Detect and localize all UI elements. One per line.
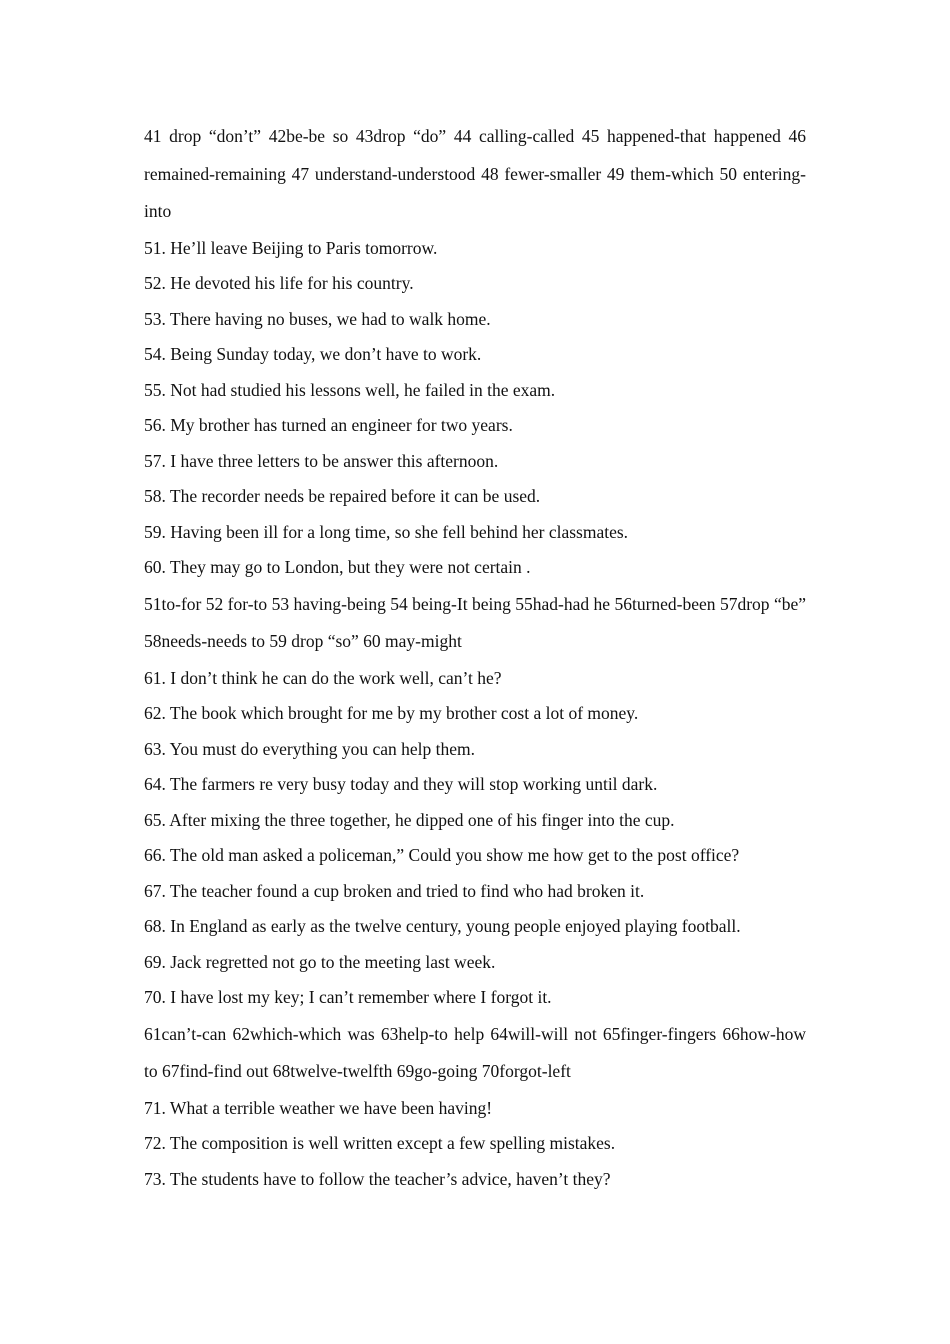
exercise-item: 63. You must do everything you can help them.	[144, 738, 476, 759]
exercise-list-51-60	[144, 231, 806, 586]
answer-key-41-50: 41 drop “don’t” 42be-be so 43drop “do” 44 calling-called 45 happened-that happened 46 remained-remaining 47 understand-understood 48 fewer-smaller 49 them-which 50 entering-into	[144, 126, 806, 221]
exercise-item: 62. The book which brought for me by my brother cost a lot of money.	[144, 703, 639, 723]
exercise-item: 57. I have three letters to be answer this afternoon.	[144, 450, 499, 471]
exercise-item: 51. He’ll leave Beijing to Paris tomorrow.	[144, 237, 438, 258]
exercise-item: 58. The recorder needs be repaired before it can be used.	[144, 486, 541, 506]
exercise-item: 56. My brother has turned an engineer for two years.	[144, 415, 513, 435]
exercise-item: 65. After mixing the three together, he dipped one of his finger into the cup.	[144, 809, 675, 830]
exercise-list-71-73	[144, 1091, 806, 1198]
exercise-item: 61. I don’t think he can do the work well, can’t he?	[144, 667, 502, 688]
exercise-item: 54. Being Sunday today, we don’t have to work.	[144, 344, 482, 364]
exercise-list-61-70	[144, 661, 806, 1016]
exercise-item: 72. The composition is well written except a few spelling mistakes.	[144, 1133, 616, 1153]
exercise-item: 73. The students have to follow the teacher’s advice, haven’t they?	[144, 1168, 611, 1189]
document-page	[144, 118, 806, 1197]
exercise-item: 64. The farmers re very busy today and they will stop working until dark.	[144, 774, 658, 794]
exercise-item: 59. Having been ill for a long time, so she fell behind her classmates.	[144, 521, 629, 542]
exercise-item: 68. In England as early as the twelve century, young people enjoyed playing football.	[144, 916, 741, 936]
exercise-item: 55. Not had studied his lessons well, he failed in the exam.	[144, 379, 556, 400]
exercise-item: 67. The teacher found a cup broken and tried to find who had broken it.	[144, 880, 645, 901]
exercise-item: 71. What a terrible weather we have been having!	[144, 1097, 493, 1118]
exercise-item: 70. I have lost my key; I can’t remember where I forgot it.	[144, 987, 552, 1007]
answer-key-51-60: 51to-for 52 for-to 53 having-being 54 being-It being 55had-had he 56turned-been 57drop “be” 58needs-needs to 59 drop “so” 60 may-might	[144, 593, 806, 651]
exercise-item: 53. There having no buses, we had to walk home.	[144, 308, 491, 329]
exercise-item: 60. They may go to London, but they were not certain .	[144, 557, 531, 577]
answer-key-61-70: 61can’t-can 62which-which was 63help-to help 64will-will not 65finger-fingers 66how-how to 67find-find out 68twelve-twelfth 69go-going 70forgot-left	[144, 1023, 806, 1081]
exercise-item: 66. The old man asked a policeman,” Could you show me how get to the post office?	[144, 845, 740, 865]
exercise-item: 69. Jack regretted not go to the meeting last week.	[144, 951, 496, 972]
exercise-item: 52. He devoted his life for his country.	[144, 273, 414, 293]
